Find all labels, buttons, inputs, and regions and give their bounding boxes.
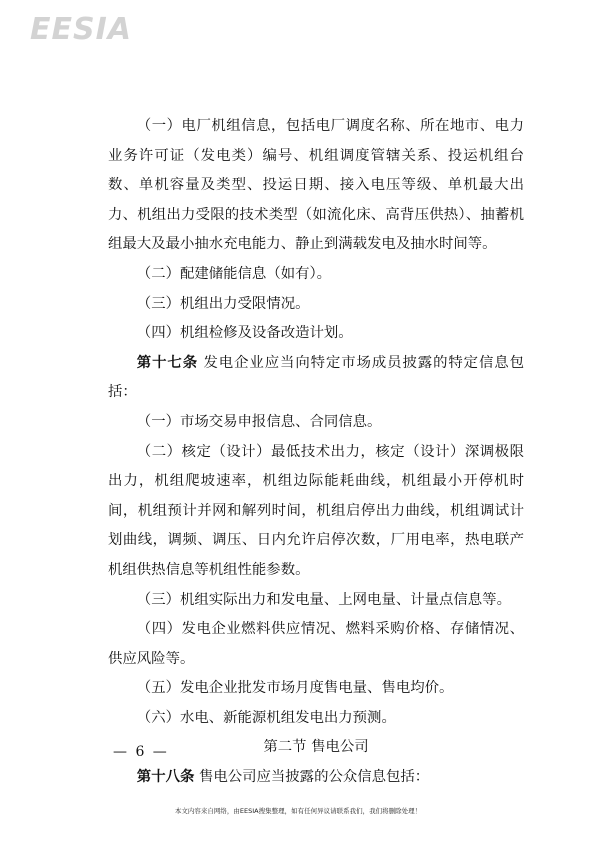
section-title: 第二节 售电公司: [263, 739, 369, 756]
paragraph-article16-item3: [108, 290, 524, 320]
paragraph-text: （四）发电企业燃料供应情况、燃料采购价格、存储情况、供应风险等。: [108, 621, 524, 667]
paragraph-article17-item2: [108, 438, 524, 586]
paragraph-text: （四）机组检修及设备改造计划。: [136, 325, 353, 342]
page-number: — 6 —: [113, 744, 169, 760]
eesia-watermark-logo: EESIA: [30, 12, 132, 47]
article-number: 第十七条: [136, 354, 199, 371]
paragraph-text: （二）配建储能信息（如有）。: [136, 265, 332, 282]
paragraph-article16-item1: [108, 112, 524, 260]
paragraph-text: （三）机组实际出力和发电量、上网电量、计量点信息等。: [136, 591, 511, 608]
paragraph-article16-item4: [108, 319, 524, 349]
paragraph-article17-item6: [108, 704, 524, 734]
paragraph-article17-item3: [108, 586, 524, 616]
paragraph-text: （二）核定（设计）最低技术出力，核定（设计）深调极限出力，机组爬坡速率，机组边际能耗曲线，机组最小开停机时间，机组预计并网和解列时间，机组启停出力曲线，机组调试计划曲线，调频、调压、日内允许启停次数，厂用电率，热电联产机组供热信息等机组性能参数。: [108, 443, 524, 578]
paragraph-article16-item2: [108, 260, 524, 290]
document-body: [108, 112, 524, 793]
paragraph-text: （五）发电企业批发市场月度售电量、售电均价。: [136, 680, 454, 697]
paragraph-article17-item4: [108, 615, 524, 674]
paragraph-text: （六）水电、新能源机组发电出力预测。: [136, 709, 396, 726]
paragraph-text: （一）市场交易申报信息、合同信息。: [136, 413, 382, 430]
paragraph-article17-item5: [108, 674, 524, 704]
paragraph-article18: [108, 763, 524, 793]
paragraph-text: （三）机组出力受限情况。: [136, 295, 310, 312]
footer-disclaimer: 本文内容来自网络，由EESIA搜集整理，如有任何异议请联系我们，我们将删除处理！: [174, 807, 422, 815]
article-number: 第十八条: [136, 769, 195, 786]
paragraph-text: 售电公司应当披露的公众信息包括：: [194, 769, 430, 786]
paragraph-article17: [108, 349, 524, 408]
paragraph-article17-item1: [108, 408, 524, 438]
paragraph-text: （一）电厂机组信息，包括电厂调度名称、所在地市、电力业务许可证（发电类）编号、机组调度管辖关系、投运机组台数、单机容量及类型、投运日期、接入电压等级、单机最大出力、机组出力受限的技术类型（如流化床、高背压供热）、抽蓄机组最大及最小抽水充电能力、静止到满载发电及抽水时间等。: [108, 118, 524, 253]
paragraph-text: 发电企业应当向特定市场成员披露的特定信息包括：: [108, 354, 524, 401]
